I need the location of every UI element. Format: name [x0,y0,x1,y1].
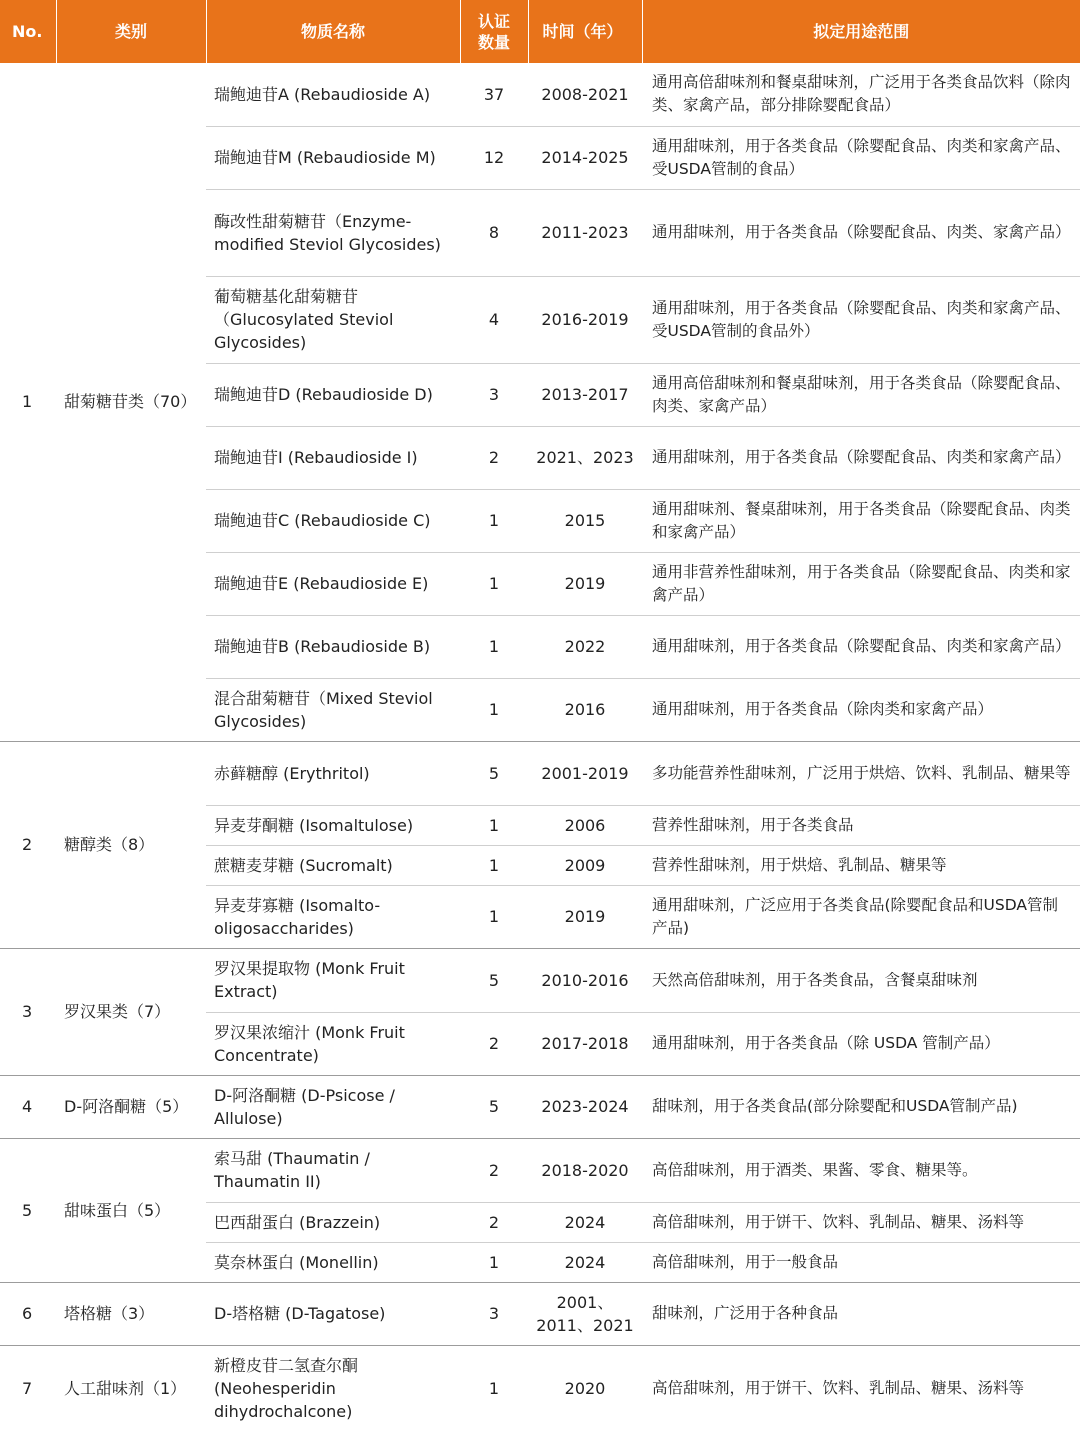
substance-name: 蔗糖麦芽糖 (Sucromalt) [206,845,460,885]
approval-count: 4 [460,276,528,363]
approval-years: 2001、2011、2021 [528,1282,642,1345]
group-number: 6 [0,1282,56,1345]
approval-years: 2024 [528,1202,642,1242]
group-category: 塔格糖（3） [56,1282,206,1345]
table-row [0,1138,1080,1202]
intended-use: 多功能营养性甜味剂，广泛用于烘焙、饮料、乳制品、糖果等 [642,741,1080,805]
substance-name: 莫奈林蛋白 (Monellin) [206,1242,460,1282]
intended-use: 营养性甜味剂，用于各类食品 [642,805,1080,845]
substance-name: D-塔格糖 (D-Tagatose) [206,1282,460,1345]
approval-count: 37 [460,63,528,126]
substance-name: 异麦芽寡糖 (Isomalto-oligosaccharides) [206,885,460,948]
approval-count: 1 [460,845,528,885]
approval-years: 2001-2019 [528,741,642,805]
approval-count: 2 [460,426,528,489]
approval-years: 2010-2016 [528,948,642,1012]
intended-use: 通用甜味剂，用于各类食品（除婴配食品、肉类和家禽产品、受USDA管制的食品） [642,126,1080,189]
group-number: 3 [0,948,56,1075]
table-row [0,1345,1080,1431]
group-category: D-阿洛酮糖（5） [56,1075,206,1138]
approval-years: 2006 [528,805,642,845]
approval-years: 2022 [528,615,642,678]
group-number: 7 [22,1378,33,1398]
group-category: 糖醇类（8） [56,741,206,948]
approval-count: 2 [460,1138,528,1202]
group-number: 2 [0,741,56,948]
approval-count: 8 [460,189,528,276]
substance-name: 瑞鲍迪苷B (Rebaudioside B) [206,615,460,678]
intended-use: 通用甜味剂，用于各类食品（除婴配食品、肉类和家禽产品、受USDA管制的食品外） [642,276,1080,363]
approval-count: 3 [460,1282,528,1345]
substance-name: 异麦芽酮糖 (Isomaltulose) [206,805,460,845]
substance-name: 瑞鲍迪苷E (Rebaudioside E) [206,552,460,615]
group-category: 人工甜味剂（1） [64,1378,187,1398]
group-number: 4 [0,1075,56,1138]
approval-count: 1 [460,489,528,552]
table-row [0,948,1080,1012]
approval-years: 2011-2023 [528,189,642,276]
approval-count: 2 [460,1202,528,1242]
approval-count: 1 [460,552,528,615]
intended-use: 天然高倍甜味剂，用于各类食品，含餐桌甜味剂 [642,948,1080,1012]
approval-count: 5 [460,741,528,805]
intended-use: 高倍甜味剂，用于酒类、果酱、零食、糖果等。 [642,1138,1080,1202]
substance-name: D-阿洛酮糖 (D-Psicose / Allulose) [206,1075,460,1138]
approval-count: 1 [460,1242,528,1282]
header-no: No. [0,0,56,63]
substance-name: 罗汉果提取物 (Monk Fruit Extract) [206,948,460,1012]
header-count [460,0,528,63]
substance-name: 索马甜 (Thaumatin / Thaumatin II) [206,1138,460,1202]
substance-name: 瑞鲍迪苷D (Rebaudioside D) [206,363,460,426]
approval-years: 2016-2019 [528,276,642,363]
header-use: 拟定用途范围 [642,0,1080,63]
intended-use: 通用甜味剂，用于各类食品（除婴配食品、肉类和家禽产品） [642,615,1080,678]
approval-count: 1 [460,678,528,741]
substance-name: 瑞鲍迪苷M (Rebaudioside M) [206,126,460,189]
table-row [0,741,1080,805]
approval-years: 2024 [528,1242,642,1282]
intended-use: 高倍甜味剂，用于饼干、饮料、乳制品、糖果、汤料等 [652,1378,1025,1397]
approval-years: 2020 [564,1378,606,1398]
approval-count: 2 [460,1012,528,1075]
substance-name: 葡萄糖基化甜菊糖苷（Glucosylated Steviol Glycosides) [206,276,460,363]
approval-count: 1 [460,885,528,948]
approval-years: 2018-2020 [528,1138,642,1202]
approval-years: 2021、2023 [528,426,642,489]
approval-count: 1 [460,615,528,678]
approval-years: 2016 [528,678,642,741]
intended-use: 甜味剂，广泛用于各种食品 [642,1282,1080,1345]
intended-use: 高倍甜味剂，用于饼干、饮料、乳制品、糖果、汤料等 [642,1202,1080,1242]
intended-use: 高倍甜味剂，用于一般食品 [642,1242,1080,1282]
group-category: 罗汉果类（7） [56,948,206,1075]
substance-name: 巴西甜蛋白 (Brazzein) [206,1202,460,1242]
intended-use: 通用非营养性甜味剂，用于各类食品（除婴配食品、肉类和家禽产品） [642,552,1080,615]
group-category: 甜味蛋白（5） [56,1138,206,1282]
approval-years: 2015 [528,489,642,552]
table-row [0,1282,1080,1345]
approval-years: 2017-2018 [528,1012,642,1075]
table-row [0,63,1080,126]
intended-use: 甜味剂，用于各类食品(部分除婴配和USDA管制产品) [642,1075,1080,1138]
approval-count: 1 [460,805,528,845]
intended-use: 通用甜味剂，用于各类食品（除 USDA 管制产品） [642,1012,1080,1075]
intended-use: 通用甜味剂，广泛应用于各类食品(除婴配食品和USDA管制产品) [642,885,1080,948]
header-category: 类别 [56,0,206,63]
intended-use: 通用甜味剂，用于各类食品（除婴配食品、肉类和家禽产品） [642,426,1080,489]
approval-count: 5 [460,948,528,1012]
group-number: 5 [0,1138,56,1282]
approval-years: 2023-2024 [528,1075,642,1138]
substance-name: 赤藓糖醇 (Erythritol) [206,741,460,805]
intended-use: 营养性甜味剂，用于烘焙、乳制品、糖果等 [642,845,1080,885]
substance-name: 新橙皮苷二氢查尔酮 (Neohesperidin dihydrochalcone) [214,1355,359,1421]
intended-use: 通用高倍甜味剂和餐桌甜味剂，广泛用于各类食品饮料（除肉类、家禽产品，部分排除婴配食品） [642,63,1080,126]
substance-name: 罗汉果浓缩汁 (Monk Fruit Concentrate) [206,1012,460,1075]
substance-name: 酶改性甜菊糖苷（Enzyme-modified Steviol Glycosides) [206,189,460,276]
table-body [0,63,1080,1431]
approval-years: 2013-2017 [528,363,642,426]
approval-years: 2019 [528,885,642,948]
approval-years: 2019 [528,552,642,615]
substance-name: 瑞鲍迪苷C (Rebaudioside C) [206,489,460,552]
intended-use: 通用高倍甜味剂和餐桌甜味剂，用于各类食品（除婴配食品、肉类、家禽产品） [642,363,1080,426]
approval-years: 2009 [528,845,642,885]
group-category: 甜菊糖苷类（70） [56,63,206,741]
approval-count: 1 [488,1378,500,1398]
substance-name: 混合甜菊糖苷（Mixed Steviol Glycosides) [206,678,460,741]
intended-use: 通用甜味剂，用于各类食品（除肉类和家禽产品） [642,678,1080,741]
approval-years: 2014-2025 [528,126,642,189]
group-number: 1 [0,63,56,741]
header-year: 时间（年） [528,0,642,63]
approval-count: 3 [460,363,528,426]
table-row [0,1075,1080,1138]
approval-count: 5 [460,1075,528,1138]
approval-count: 12 [460,126,528,189]
intended-use: 通用甜味剂，用于各类食品（除婴配食品、肉类、家禽产品） [642,189,1080,276]
substance-name: 瑞鲍迪苷A (Rebaudioside A) [206,63,460,126]
header-name: 物质名称 [206,0,460,63]
table-header-row [0,0,1080,63]
approval-years: 2008-2021 [528,63,642,126]
substance-name: 瑞鲍迪苷I (Rebaudioside I) [206,426,460,489]
header-count-text: 认证数量 [477,11,510,52]
intended-use: 通用甜味剂、餐桌甜味剂，用于各类食品（除婴配食品、肉类和家禽产品） [642,489,1080,552]
